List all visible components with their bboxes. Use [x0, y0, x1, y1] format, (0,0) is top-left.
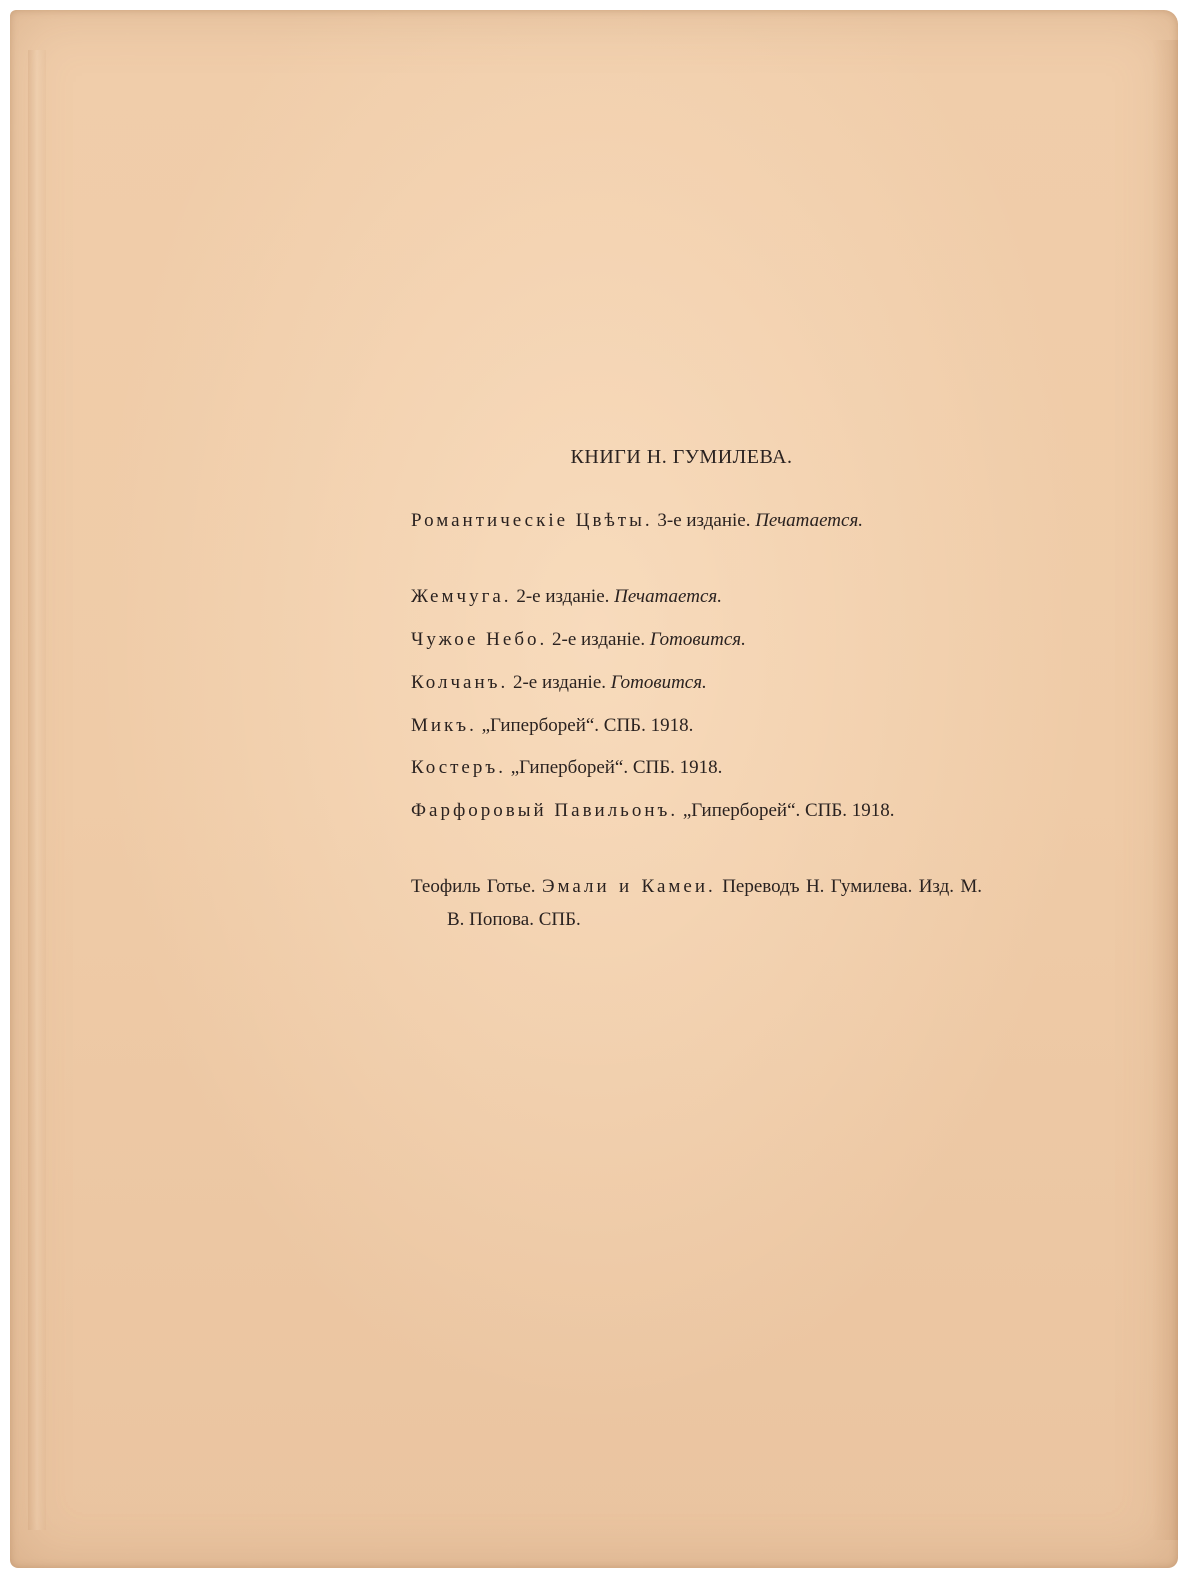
book-entry	[411, 709, 982, 742]
spine-fold	[28, 50, 46, 1530]
book-entry	[411, 870, 982, 936]
book-entry	[411, 666, 982, 699]
book-entry	[411, 794, 982, 827]
book-back-cover	[10, 10, 1178, 1568]
book-title: Чужое Небо.	[411, 629, 548, 650]
page-title: КНИГИ Н. ГУМИЛЕВА.	[570, 446, 793, 468]
book-entry	[411, 751, 982, 784]
book-details: 2-е изданіе.	[516, 586, 610, 607]
book-details: 2-е изданіе.	[512, 672, 607, 693]
book-title: Колчанъ.	[411, 672, 509, 693]
book-author: Теофиль Готье.	[411, 876, 536, 897]
book-title: Микъ.	[411, 715, 477, 736]
book-entry	[411, 580, 982, 613]
worn-edge	[1152, 40, 1178, 1540]
book-title: Фарфоровый Павильонъ.	[411, 800, 679, 821]
book-entry	[411, 623, 982, 656]
book-details: 2-е изданіе.	[552, 629, 646, 650]
book-status: Готовится.	[649, 629, 746, 650]
book-details: 3-е изданіе.	[657, 510, 751, 531]
book-status: Готовится.	[610, 672, 707, 693]
book-entry	[411, 504, 982, 537]
book-details: Переводъ Н. Гумилева. Изд. М. В. Попова. СПБ.	[447, 876, 983, 930]
book-status: Печатается.	[614, 586, 722, 607]
book-title: Романтическіе Цвѣты.	[411, 510, 653, 531]
book-title: Костеръ.	[411, 757, 506, 778]
book-details: „Гиперборей“. СПБ. 1918.	[481, 715, 694, 736]
book-title: Эмали и Камеи.	[541, 876, 716, 897]
book-details: „Гиперборей“. СПБ. 1918.	[682, 800, 895, 821]
book-details: „Гиперборей“. СПБ. 1918.	[510, 757, 723, 778]
book-status: Печатается.	[755, 510, 864, 531]
book-title: Жемчуга.	[411, 586, 512, 607]
